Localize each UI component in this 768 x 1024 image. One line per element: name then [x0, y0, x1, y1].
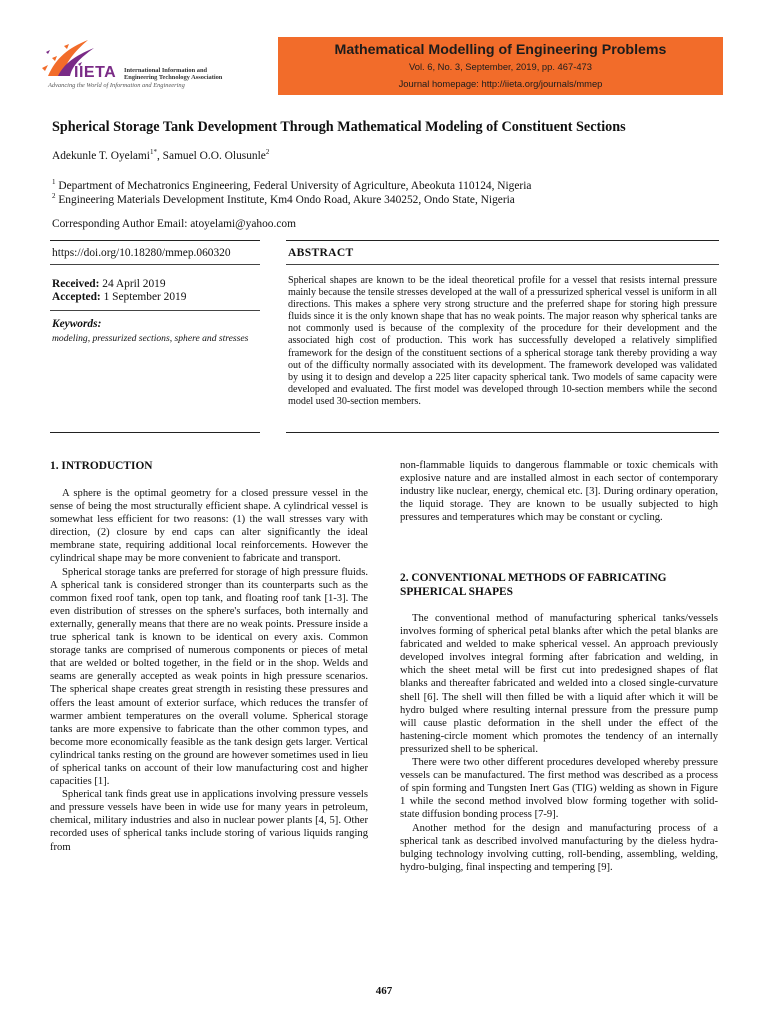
- accepted-label: Accepted:: [52, 291, 101, 303]
- keywords-heading: Keywords:: [52, 318, 102, 330]
- abstract-heading: ABSTRACT: [288, 246, 354, 259]
- received-label: Received:: [52, 278, 100, 290]
- divider: [50, 240, 260, 241]
- accepted-value: 1 September 2019: [100, 291, 187, 303]
- author-affiliation-mark: 1*: [149, 148, 157, 156]
- affiliation: [52, 178, 531, 192]
- volume-line: Vol. 6, No. 3, September, 2019, pp. 467-473: [409, 61, 592, 72]
- author-list: [52, 148, 269, 162]
- paragraph: non-flammable liquids to dangerous flammable or toxic chemicals with explosive nature and are installed almost in each sector of contemporary industry like nuclear, energy, chemical etc. [3]. During ordinary operation, the liquid storage. They are known to be usually subjected to high pressures and temperatures which may be constant or cycling.: [400, 460, 718, 524]
- journal-title: Mathematical Modelling of Engineering Problems: [334, 42, 667, 58]
- paragraph: Spherical tank finds great use in applications involving pressure vessels and pressure vessels have been in wide use for many years in petroleum, chemical, military industries and also in nuclear power plants [4, 5]. Other recorded uses of spherical tanks include storing of various liquids ranging from: [50, 789, 368, 853]
- corresponding-author-email[interactable]: Corresponding Author Email: atoyelami@yahoo.com: [52, 218, 296, 230]
- paragraph: The conventional method of manufacturing spherical tanks/vessels involves forming of spherical petal blanks after which the petal blanks are fabricated and welded to make spherical vessel. An approach previously developed involves integral forming after fabrication and welding, in which the sheet metal will be first cut into predesigned shapes of flat blanks and thereafter fabricated and welded into a closed single-curvature shell [6]. The shell will then filled be with a liquid after which it will be hydro bulged where resulting internal pressure from the pressure pump will cause plastic deformation in the shell under the effect of the hastening-circle moment which promotes the tendency of an internally pressurized shell to be spherical.: [400, 613, 718, 755]
- section-heading-conventional-methods: 2. CONVENTIONAL METHODS OF FABRICATING SPHERICAL SHAPES: [400, 572, 667, 598]
- logo-name-line2: Engineering Technology Association: [124, 74, 223, 82]
- accepted-date: [52, 291, 186, 303]
- journal-banner: [278, 37, 723, 95]
- left-column: [50, 487, 368, 854]
- affiliation-text: Engineering Materials Development Institute, Km4 Ondo Road, Akure 340252, Ondo State, Nigeria: [55, 194, 515, 206]
- section-heading-introduction: 1. INTRODUCTION: [50, 460, 153, 472]
- paragraph: Spherical storage tanks are preferred for storage of high pressure fluids. A spherical tank is considered stronger than its counterparts such as the common fixed roof tank, open top tank, and floating roof tank [1-3]. The even distribution of stresses on the sphere's surfaces, both internally and externally, generally means that there are no weak points. Pressure inside a true spherical tank is known to be identical on every axis. Common storage tanks are comprised of numerous components or pieces of metal that are welded or bolted together, in the field or in the shop. Welds and seams are generally accepted as weak points in high pressure scenarios. The spherical shape creates great strength in resisting these pressures and offers the least amount of exterior surface, which reduces the transfer of warmer ambient temperatures on the overall volume. Spherical storage tanks are more expensive to fabricate than the other common types, and become more economically feasible as the tank design gets larger. Vertical cylindrical tanks resting on the ground are however sometimes used in lieu of spherical tanks on account of their low manufacturing cost and higher capacities [1].: [50, 566, 368, 788]
- page-number: 467: [375, 985, 393, 997]
- right-column-top: [400, 459, 718, 524]
- divider: [50, 432, 260, 433]
- logo-abbreviation: IIETA: [74, 64, 117, 81]
- paper-title: Spherical Storage Tank Development Through Mathematical Modeling of Constituent Sections: [52, 119, 626, 135]
- received-value: 24 April 2019: [99, 278, 166, 290]
- keywords-list: modeling, pressurized sections, sphere and stresses: [52, 333, 249, 344]
- logo-name-line1: International Information and: [124, 67, 208, 74]
- paragraph: A sphere is the optimal geometry for a closed pressure vessel in the sense of being the most structurally efficient shape. A cylindrical vessel is somewhat less efficient for two reasons: (1) the wall stresses vary with direction, (2) closure by end caps can alter significantly the ideal membrane state, requiring additional local reinforcements. However the cylindrical shape may be more convenient to fabricate and transport.: [50, 488, 368, 565]
- received-date: [52, 278, 166, 290]
- divider: [50, 264, 260, 265]
- author-affiliation-mark: 2: [265, 148, 270, 156]
- affiliation-mark: 1: [52, 178, 56, 186]
- right-column-bottom: [400, 612, 718, 874]
- divider: [50, 310, 260, 311]
- paragraph: Another method for the design and manufacturing process of a spherical tank as described involved manufacturing by the dieless hydra-bulging technology involving cutting, roll-bending, assembling, welding, hydro-bulging, final inspecting and tempering [9].: [400, 822, 718, 873]
- affiliation-text: Department of Mechatronics Engineering, Federal University of Agriculture, Abeokuta 110124, Nigeria: [55, 180, 532, 192]
- doi-link[interactable]: https://doi.org/10.18280/mmep.060320: [52, 247, 231, 259]
- logo-tagline: Advancing the World of Information and Engineering: [48, 82, 185, 89]
- publisher-logo: [38, 38, 278, 94]
- journal-homepage-link[interactable]: Journal homepage: http://iieta.org/journals/mmep: [398, 78, 603, 89]
- affiliation: [52, 192, 515, 206]
- author-name: Adekunle T. Oyelami: [52, 150, 150, 162]
- logo-organization-name: [124, 67, 284, 81]
- divider: [286, 432, 719, 433]
- affiliation-mark: 2: [52, 192, 56, 200]
- divider: [286, 240, 719, 241]
- author-separator: ,: [156, 150, 163, 162]
- abstract-text: Spherical shapes are known to be the ideal theoretical profile for a vessel that resists internal pressure mainly because the tensile stresses developed at the wall of a pressurized spherical vessel is uniform in all directions. This makes a sphere very strong structure and the preferred shape for storing high pressure fluids since it is the only known shape that has no weak points. The major reason why spherical tanks are not commonly used is because of the complexity of the procedure for their development and the associated high cost of production. This work has successfully developed a relatively simplified framework for the design of the constituent sections of a spherical storage tank thereby providing a way out of the difficulty normally associated with its development. The framework developed was validated by using it to design and develop a 225 liter capacity spherical tank. Two models of same capacity were developed and evaluated. The first model was developed through 10-section members while the second model used 30-section members.: [288, 275, 717, 407]
- author-name: Samuel O.O. Olusunle: [162, 150, 266, 162]
- divider: [286, 264, 719, 265]
- paragraph: There were two other different procedures developed whereby pressure vessels can be manufactured. The first method was described as a process of spin forming and Tungsten Inert Gas (TIG) welding as shown in Figure 1 while the second method involved blow forming together with solid-state diffusion bonding process [7-9].: [400, 757, 718, 821]
